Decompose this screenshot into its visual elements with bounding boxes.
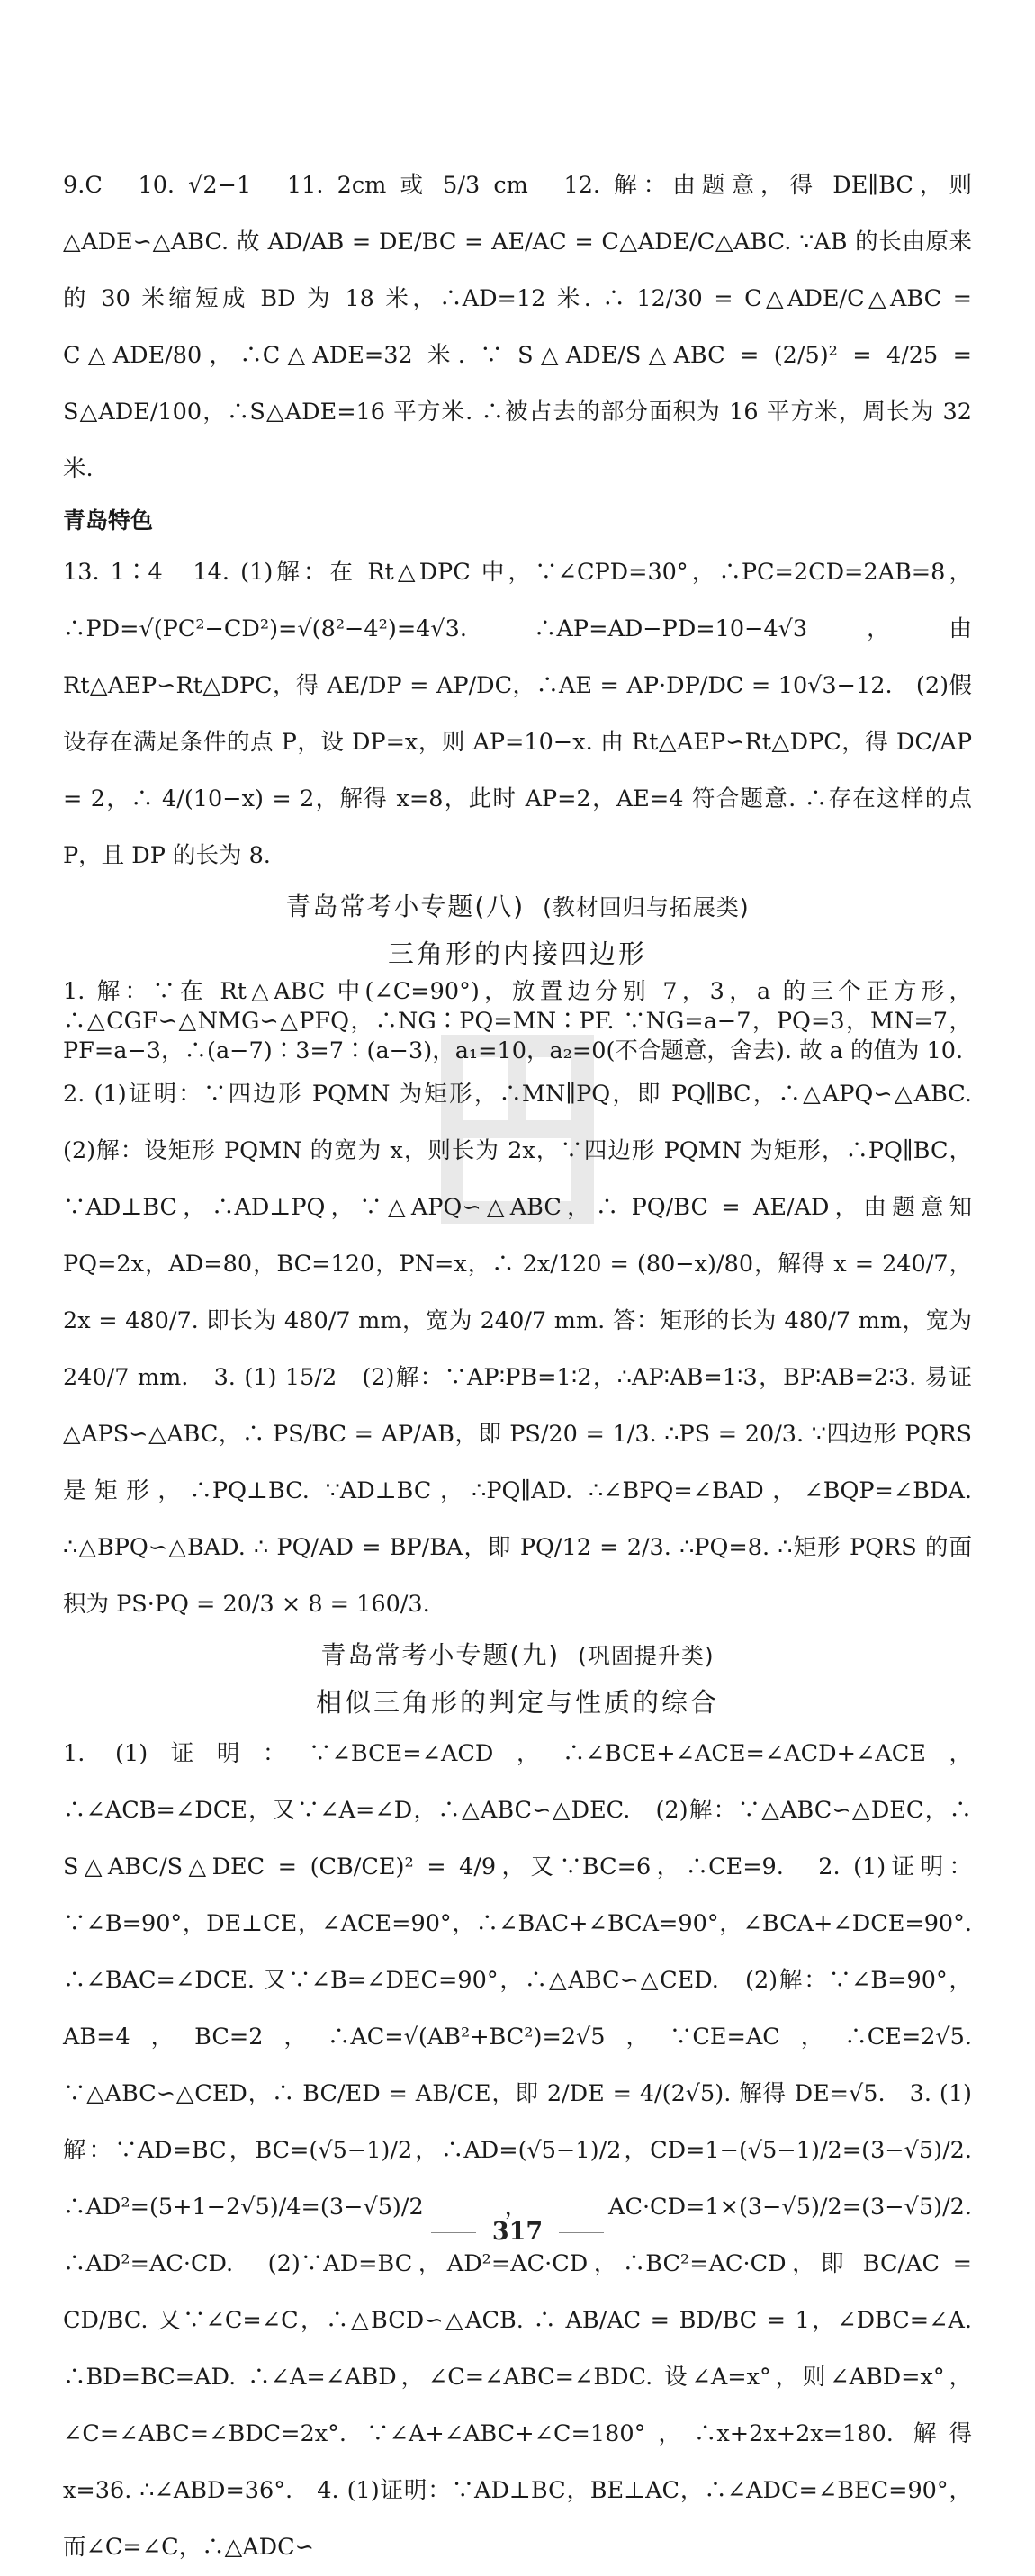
page-number: 317	[491, 2218, 544, 2246]
answer-block-5: 1. (1)证明：∵∠BCE=∠ACD，∴∠BCE+∠ACE=∠ACD+∠ACE，∴∠ACB=∠DCE，又∵∠A=∠D，∴△ABC∽△DEC. (2)解：∵△ABC∽△DEC，∴ S△ABC/S△DEC = (CB/CE)² = 4/9，又∵BC=6，∴CE=9. 2. (1)证明：∵∠B=90°，DE⊥CE，∠ACE=90°，∴∠BAC+∠BCA=90°，∠BCA+∠DCE=90°. ∴∠BAC=∠DCE. 又∵∠B=∠DEC=90°，∴△ABC∽△CED. (2)解：∵∠B=90°，AB=4，BC=2，∴AC=√(AB²+BC²)=2√5，∵CE=AC，∴CE=2√5. ∵△ABC∽△CED，∴ BC/ED = AB/CE，即 2/DE = 4/(2√5). 解得 DE=√5. 3. (1)解：∵AD=BC，BC=(√5−1)/2，∴AD=(√5−1)/2，CD=1−(√5−1)/2=(3−√5)/2. ∴AD²=(5+1−2√5)/4=(3−√5)/2，AC·CD=1×(3−√5)/2=(3−√5)/2. ∴AD²=AC·CD. (2)∵AD=BC，AD²=AC·CD，∴BC²=AC·CD，即 BC/AC = CD/BC. 又∵∠C=∠C，∴△BCD∽△ACB. ∴ AB/AC = BD/BC = 1，∠DBC=∠A. ∴BD=BC=AD. ∴∠A=∠ABD，∠C=∠ABC=∠BDC. 设∠A=x°，则∠ABD=x°，∠C=∠ABC=∠BDC=2x°. ∵∠A+∠ABC+∠C=180°，∴x+2x+2x=180. 解得 x=36. ∴∠ABD=36°. 4. (1)证明：∵AD⊥BC，BE⊥AC，∴∠ADC=∠BEC=90°，而∠C=∠C，∴△ADC∽	[63, 1740, 972, 2561]
section-9-title-text: 青岛常考小专题(九)	[320, 1640, 561, 1670]
section-9-title-sub: (巩固提升类)	[578, 1643, 715, 1669]
footer-right-rule	[559, 2232, 604, 2233]
section-8-title-sub: (教材回归与拓展类)	[543, 894, 750, 920]
section-8-title-text: 青岛常考小专题(八)	[285, 892, 526, 921]
answer-block-2: 13. 1∶4 14. (1)解：在 Rt△DPC 中，∵∠CPD=30°，∴PC=2CD=2AB=8，∴PD=√(PC²−CD²)=√(8²−4²)=4√3. ∴AP=AD−PD=10−4√3，由 Rt△AEP∽Rt△DPC，得 AE/DP = AP/DC，∴AE = AP·DP/DC = 10√3−12. (2)假设存在满足条件的点 P，设 DP=x，则 AP=10−x. 由 Rt△AEP∽Rt△DPC，得 DC/AP = 2，∴ 4/(10−x) = 2，解得 x=8，此时 AP=2，AE=4 符合题意. ∴存在这样的点 P，且 DP 的长为 8.	[63, 559, 972, 869]
answer-block-3: 1. 解：∵在 Rt△ABC 中(∠C=90°)，放置边分别 7，3，a 的三个正方形，∴△CGF∽△NMG∽△PFQ，∴NG∶PQ=MN∶PF. ∵NG=a−7，PQ=3，MN=7，PF=a−3，∴(a−7)∶3=7∶(a−3)，a₁=10，a₂=0(不合题意，舍去). 故 a 的值为 10.	[63, 978, 972, 1064]
qingdao-feature-label: 青岛特色	[63, 507, 154, 534]
section-9-title	[63, 1633, 972, 1679]
answer-block-1: 9.C 10. √2−1 11. 2cm 或 5/3 cm 12. 解：由题意，得 DE∥BC，则△ADE∽△ABC. 故 AD/AB = DE/BC = AE/AC = C△ADE/C△ABC. ∵AB 的长由原来的 30 米缩短成 BD 为 18 米，∴AD=12 米. ∴ 12/30 = C△ADE/C△ABC = C△ADE/80，∴C△ADE=32 米. ∵ S△ADE/S△ABC = (2/5)² = 4/25 = S△ADE/100，∴S△ADE=16 平方米. ∴被占去的部分面积为 16 平方米，周长为 32 米.	[63, 172, 972, 482]
answer-block-4: 2. (1)证明：∵四边形 PQMN 为矩形，∴MN∥PQ，即 PQ∥BC，∴△APQ∽△ABC. (2)解：设矩形 PQMN 的宽为 x，则长为 2x，∵四边形 PQMN 为矩形，∴PQ∥BC，∵AD⊥BC，∴AD⊥PQ，∵△APQ∽△ABC，∴ PQ/BC = AE/AD，由题意知 PQ=2x，AD=80，BC=120，PN=x，∴ 2x/120 = (80−x)/80，解得 x = 240/7，2x = 480/7. 即长为 480/7 mm，宽为 240/7 mm. 答：矩形的长为 480/7 mm，宽为 240/7 mm. 3. (1) 15/2 (2)解：∵AP∶PB=1∶2，∴AP∶AB=1∶3，BP∶AB=2∶3. 易证△APS∽△ABC，∴ PS/BC = AP/AB，即 PS/20 = 1/3. ∴PS = 20/3. ∵四边形 PQRS 是矩形，∴PQ⊥BC. ∵AD⊥BC，∴PQ∥AD. ∴∠BPQ=∠BAD，∠BQP=∠BDA. ∴△BPQ∽△BAD. ∴ PQ/AD = BP/BA，即 PQ/12 = 2/3. ∴PQ=8. ∴矩形 PQRS 的面积为 PS·PQ = 20/3 × 8 = 160/3.	[63, 1081, 995, 1618]
answer-page	[63, 157, 995, 2576]
section-9-subtitle: 相似三角形的判定与性质的综合	[315, 1687, 719, 1718]
page-footer	[0, 2218, 1035, 2246]
section-8-subtitle: 三角形的内接四边形	[387, 938, 647, 969]
section-8-title	[63, 884, 972, 930]
footer-left-rule	[431, 2232, 476, 2233]
